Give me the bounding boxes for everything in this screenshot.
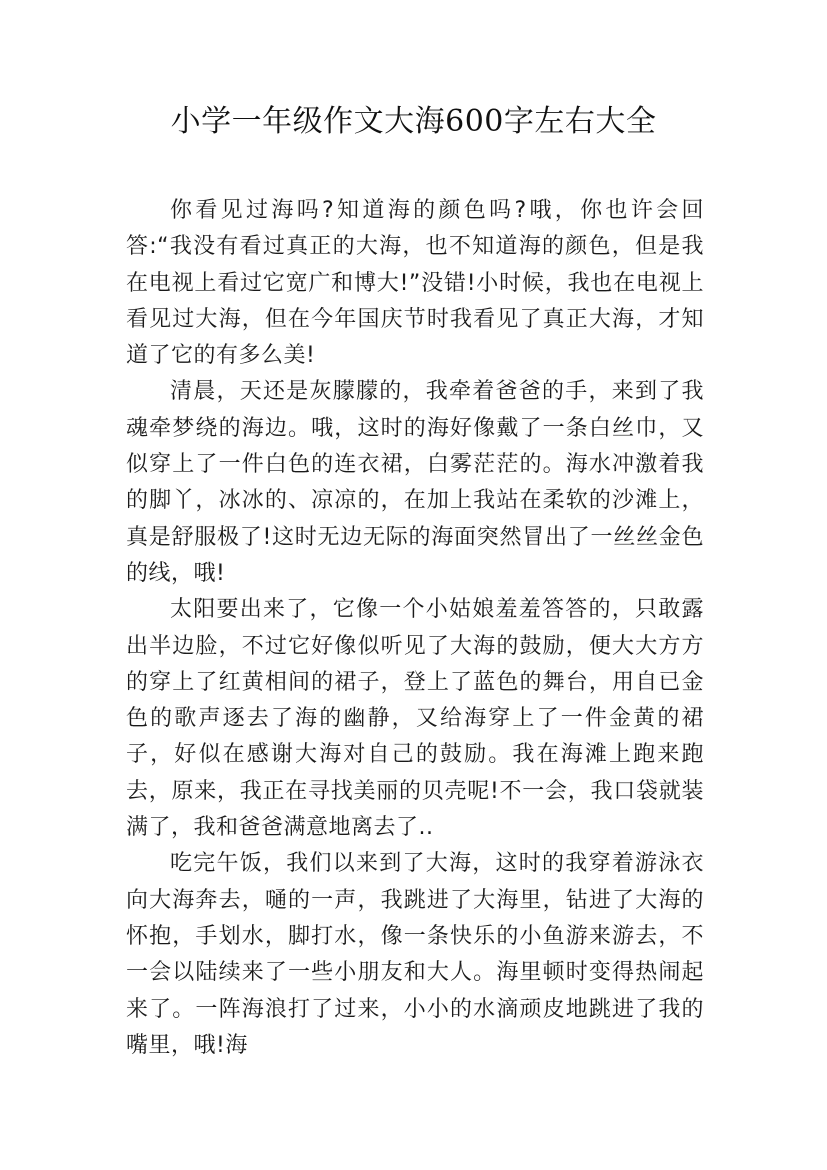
paragraph: 太阳要出来了，它像一个小姑娘羞羞答答的，只敢露出半边脸，不过它好像似听见了大海的鼓励，便大大方方的穿上了红黄相间的裙子，登上了蓝色的舞台，用自已金色的歌声逐去了海的幽静，又给海穿上了一件金黄的裙子，好似在感谢大海对自己的鼓励。我在海滩上跑来跑去，原来，我正在寻找美丽的贝壳呢!不一会，我口袋就装满了，我和爸爸满意地离去了.. (126, 597, 704, 841)
document-title: 小学一年级作文大海600字左右大全 (170, 104, 657, 139)
paragraph: 清晨，天还是灰朦朦的，我牵着爸爸的手，来到了我魂牵梦绕的海边。哦，这时的海好像戴了一条白丝巾，又似穿上了一件白色的连衣裙，白雾茫茫的。海水冲激着我的脚丫，冰冰的、凉凉的，在加上我站在柔软的沙滩上，真是舒服极了!这时无边无际的海面突然冒出了一丝丝金色的线，哦! (126, 379, 704, 586)
document-body (126, 193, 704, 1064)
paragraph: 吃完午饭，我们以来到了大海，这时的我穿着游泳衣向大海奔去，嗵的一声，我跳进了大海里，钻进了大海的怀抱，手划水，脚打水，像一条快乐的小鱼游来游去，不一会以陆续来了一些小朋友和大人。海里顿时变得热闹起来了。一阵海浪打了过来，小小的水滴顽皮地跳进了我的嘴里，哦!海 (126, 851, 704, 1058)
paragraph: 你看见过海吗?知道海的颜色吗?哦，你也许会回答:“我没有看过真正的大海，也不知道海的颜色，但是我在电视上看过它宽广和博大!”没错!小时候，我也在电视上看见过大海，但在今年国庆节时我看见了真正大海，才知道了它的有多么美! (126, 198, 704, 369)
